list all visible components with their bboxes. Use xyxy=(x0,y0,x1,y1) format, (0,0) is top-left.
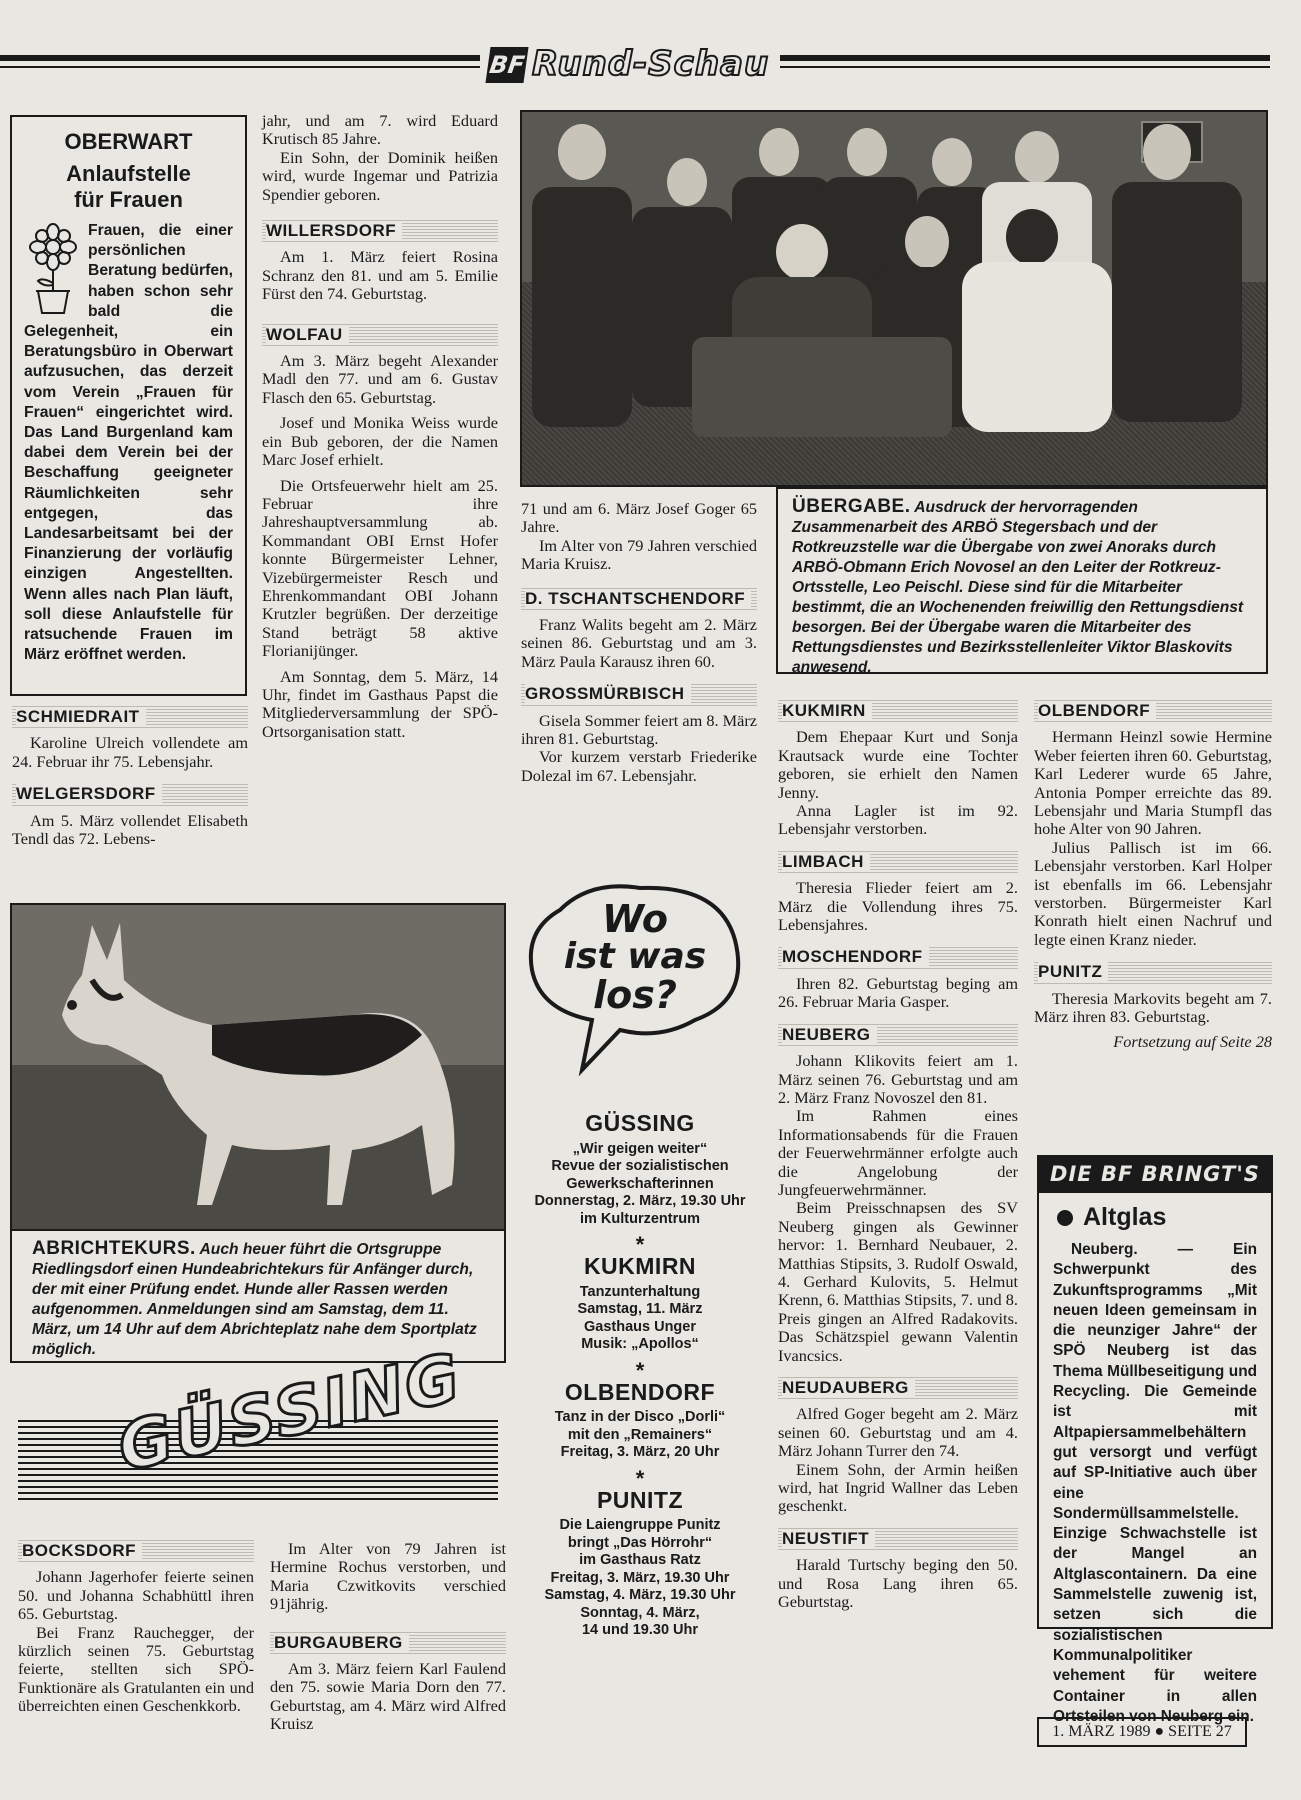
schmiedrait-text: Karoline Ulreich vollendete am 24. Februar ihr 75. Lebensjahr. xyxy=(12,733,248,771)
neudauberg-text-1: Alfred Goger begeht am 2. März seinen 60. Geburtstag und am 4. März Johann Turrer den 74. xyxy=(778,1404,1018,1461)
event-punitz-line-2: bringt „Das Hörrohr“ xyxy=(567,1534,713,1551)
column-5 xyxy=(1034,700,1272,1051)
section-head-schmiedrait: SCHMIEDRAIT xyxy=(12,706,248,728)
tschantschendorf-text: Franz Walits begeht am 2. März seinen 86. Geburtstag und am 3. März Paula Karausz ihren 60. xyxy=(521,615,757,671)
event-town-guessing: GÜSSING xyxy=(585,1110,695,1136)
section-head-neudauberg: NEUDAUBERG xyxy=(778,1377,1018,1399)
event-olbendorf-line-3: Freitag, 3. März, 20 Uhr xyxy=(560,1444,720,1460)
event-guessing-line-1: „Wir geigen weiter“ xyxy=(572,1140,708,1157)
bringts-banner: DIE BF BRINGT'S xyxy=(1037,1155,1273,1193)
event-punitz-line-3: im Gasthaus Ratz xyxy=(579,1552,701,1568)
kukmirn-text-2: Anna Lagler ist im 92. Lebensjahr verstorben. xyxy=(778,801,1018,839)
footer-date: 1. MÄRZ 1989 xyxy=(1052,1723,1151,1740)
col3-kruisz-text: Im Alter von 79 Jahren verschied Maria Kruisz. xyxy=(521,535,757,574)
event-punitz-line-5: Samstag, 4. März, 19.30 Uhr xyxy=(544,1587,736,1603)
event-separator-star: * xyxy=(635,1232,645,1257)
section-head-grossmuerbisch: GROSSMÜRBISCH xyxy=(521,683,757,705)
event-guessing-line-5: im Kulturzentrum xyxy=(579,1210,701,1227)
events-listing xyxy=(520,1110,760,1640)
section-head-olbendorf: OLBENDORF xyxy=(1034,700,1272,722)
abrichte-text: Auch heuer führt die Ortsgruppe Riedlingsdorf einen Hundeabrichtekurs für Anfänger durch, der mit einer Prüfung endet. Hunde aller Rassen werden aufgenommen. Anmeldungen sind am Samstag, dem 11. März, um 14 Uhr auf dem Abrichteplatz nahe dem Sportplatz möglich. xyxy=(32,1241,477,1358)
footer-separator: ● xyxy=(1154,1723,1165,1740)
bringts-title-row xyxy=(1057,1203,1257,1232)
section-head-punitz: PUNITZ xyxy=(1034,961,1272,983)
event-town-kukmirn: KUKMIRN xyxy=(583,1253,697,1279)
welgersdorf-text: Am 5. März vollendet Elisabeth Tendl das 72. Lebens- xyxy=(12,810,248,849)
event-punitz-line-7: 14 und 19.30 Uhr xyxy=(581,1622,699,1638)
col3-continued-text: 71 und am 6. März Josef Goger 65 Jahre. xyxy=(521,499,757,537)
column-3 xyxy=(521,500,757,785)
neuberg-text-2: Im Rahmen eines Informationsabends für die Frauen der Feuerwehrmänner erfolgte auch die Angelobung der Jungfeuerwehrmänner. xyxy=(778,1106,1018,1199)
event-kukmirn-line-2: Samstag, 11. März xyxy=(577,1301,703,1317)
event-guessing-line-3: Gewerkschafterinnen xyxy=(566,1175,714,1192)
bubble-line-3: los? xyxy=(593,973,677,1017)
masthead-title: Rund-Schau xyxy=(532,44,770,84)
bullet-icon xyxy=(1057,1210,1073,1226)
burgauberg-text: Am 3. März feiern Karl Faulend den 75. sowie Maria Dorn den 77. Geburtstag, am 4. März wird Alfred Kruisz xyxy=(270,1659,506,1734)
neudauberg-text-2: Einem Sohn, der Armin heißen wird, hat Ingrid Wallner das Leben geschenkt. xyxy=(778,1459,1018,1516)
page-footer xyxy=(1037,1717,1247,1747)
olbendorf-text-1: Hermann Heinzl sowie Hermine Weber feierten ihren 60. Geburtstag, Karl Lederer wurde 65 Jahre, Antonia Pomper erreichte das 89. Lebensjahr und Maria Stumpfl das hohe Alter von 90 Jahren. xyxy=(1034,727,1272,839)
bringts-box xyxy=(1037,1193,1273,1725)
event-kukmirn-line-3: Gasthaus Unger xyxy=(584,1318,696,1335)
moschendorf-text: Ihren 82. Geburtstag beging am 26. Februar Maria Gasper. xyxy=(778,973,1018,1012)
kukmirn-text-1: Dem Ehepaar Kurt und Sonja Krautsack wurde eine Tochter geboren, sie erhielt den Namen Jenny. xyxy=(778,727,1018,802)
bubble-text xyxy=(545,897,725,1017)
footer-page: SEITE 27 xyxy=(1168,1723,1232,1740)
event-olbendorf-line-1: Tanz in der Disco „Dorli“ xyxy=(554,1409,726,1425)
bringts-title: Altglas xyxy=(1083,1203,1167,1231)
oberwart-text: Frauen, die einer persönlichen Beratung bedürfen, haben schon sehr bald die Gelegenheit, ein Beratungsbüro in Oberwart aufzusuchen, das derzeit vom Verein „Frauen für Frauen“ eingerichtet wird. Das Land Burgenland kam dabei dem Verein bei der Beschaffung geeigneter Räumlichkeiten sehr entgegen, das Landesarbeitsamt bei der Finanzierung der vorläufig einzigen Angestellten. Wenn alles nach Plan läuft, soll diese Anlaufstelle für ratsuchende Frauen im März eröffnet werden. xyxy=(24,222,233,664)
flower-pot-icon xyxy=(24,221,82,317)
wolfau-text-1: Am 3. März begeht Alexander Madl den 77. und am 6. Gustav Flasch den 65. Geburtstag. xyxy=(262,351,498,407)
burgauberg-column xyxy=(270,1540,506,1734)
guessing-logo: GÜSSING xyxy=(111,1338,469,1487)
bocksdorf-column xyxy=(18,1540,254,1716)
uebergabe-lead: ÜBERGABE. xyxy=(792,496,911,517)
column-1 xyxy=(12,706,248,848)
section-head-burgauberg: BURGAUBERG xyxy=(270,1632,506,1654)
group-photo-figures xyxy=(522,112,1266,485)
event-punitz-line-4: Freitag, 3. März, 19.30 Uhr xyxy=(550,1569,730,1586)
neuberg-text-3: Beim Preisschnapsen des SV Neuberg gingen als Gewinner hervor: 1. Bernhard Neubauer, 2. Matthias Stipsits, 3. Rudolf Oswald, 4. Gerhard Kulovits, 5. Helmut Krenn, 6. Matthias Stipsits, 7. und 8. Preis gingen an Alfred Radakovits. Das Schätzspiel gewann Valentin Ivancsics. xyxy=(778,1198,1018,1365)
bubble-line-1: Wo xyxy=(602,897,668,941)
wolfau-text-4: Am Sonntag, dem 5. März, 14 Uhr, findet im Gasthaus Papst die Mitgliederversammlung der SPÖ-Ortsorganisation statt. xyxy=(262,666,498,741)
uebergabe-caption xyxy=(776,487,1268,674)
fortsetzung-note: Fortsetzung auf Seite 28 xyxy=(1113,1031,1272,1051)
column-2 xyxy=(262,112,498,741)
wolfau-text-3: Die Ortsfeuerwehr hielt am 25. Februar ihre Jahreshauptversammlung ab. Kommandant OBI Ernst Hofer konnte Bürgermeister Lehner, Vizebürgermeister Resch und Ehrenkommandant OBI Johann Krutzler begrüßen. Der derzeitige Stand beträgt 58 aktive Florianijünger. xyxy=(262,475,498,661)
event-punitz-line-6: Sonntag, 4. März, xyxy=(580,1604,700,1621)
masthead-rule-left-thin xyxy=(0,66,480,68)
section-head-moschendorf: MOSCHENDORF xyxy=(778,946,1018,968)
event-town-punitz: PUNITZ xyxy=(596,1486,684,1513)
dog-photo xyxy=(10,903,506,1231)
grossmuerbisch-text-1: Gisela Sommer feiert am 8. März ihren 81. Geburtstag. xyxy=(521,710,757,749)
neustift-text: Harald Turtschy beging den 50. und Rosa Lang ihren 65. Geburtstag. xyxy=(778,1555,1018,1612)
event-punitz-line-1: Die Laiengruppe Punitz xyxy=(559,1517,721,1533)
event-separator-star: * xyxy=(635,1357,645,1383)
wolfau-text-2: Josef und Monika Weiss wurde ein Bub geboren, der die Namen Marc Josef erhielt. xyxy=(262,413,498,470)
punitz-text: Theresia Markovits begeht am 7. März ihren 83. Geburtstag. xyxy=(1034,988,1272,1027)
abrichte-lead: ABRICHTEKURS. xyxy=(32,1238,196,1259)
group-photo xyxy=(520,110,1268,487)
event-guessing-line-2: Revue der sozialistischen xyxy=(551,1158,729,1174)
section-head-neuberg: NEUBERG xyxy=(778,1024,1018,1046)
section-head-limbach: LIMBACH xyxy=(778,851,1018,873)
bocksdorf-text-1: Johann Jagerhofer feierte seinen 50. und Johanna Schabhüttl ihren 65. Geburtstag. xyxy=(18,1567,254,1624)
grossmuerbisch-text-2: Vor kurzem verstarb Friederike Dolezal im 67. Lebensjahr. xyxy=(521,747,757,785)
willersdorf-text: Am 1. März feiert Rosina Schranz den 81. und am 5. Emilie Fürst den 74. Geburtstag. xyxy=(262,247,498,304)
uebergabe-text: Ausdruck der hervorragenden Zusammenarbeit des ARBÖ Stegersbach und der Rotkreuzstelle war die Übergabe von zwei Anoraks durch ARBÖ-Obmann Erich Novosel an den Leiter der Rotkreuz-Ortsstelle, Leo Peischl. Diese sind für die Mitarbeiter bestimmt, die an Wochenenden freiwillig den Rettungsdienst besorgen. Bei der Übergabe waren die Mitarbeiter des Rettungsdienstes und Bezirksstellenleiter Viktor Blaskovits anwesend. xyxy=(792,499,1244,676)
rochus-text: Im Alter von 79 Jahren ist Hermine Rochus verstorben, und Maria Czwitkovits verschied 91jährig. xyxy=(270,1539,506,1614)
masthead-rule-right-thin xyxy=(780,66,1270,68)
bocksdorf-text-2: Bei Franz Rauchegger, der kürzlich seinen 75. Geburtstag feierte, stellten sich SPÖ-Funktionäre als Gratulanten ein und überreichten einen Geschenkkorb. xyxy=(18,1622,254,1716)
event-town-olbendorf: OLBENDORF xyxy=(564,1378,716,1405)
bubble-line-2: ist was xyxy=(563,936,707,977)
section-head-wolfau: WOLFAU xyxy=(262,324,498,346)
event-kukmirn-line-4: Musik: „Apollos“ xyxy=(581,1336,699,1352)
section-head-willersdorf: WILLERSDORF xyxy=(262,220,498,242)
section-head-neustift: NEUSTIFT xyxy=(778,1528,1018,1550)
limbach-text: Theresia Flieder feiert am 2. März die Vollendung ihres 75. Lebensjahres. xyxy=(778,878,1018,935)
col2-continued-text: jahr, und am 7. wird Eduard Krutisch 85 Jahre. xyxy=(262,111,498,149)
oberwart-title-2: für Frauen xyxy=(74,187,183,212)
column-4 xyxy=(778,700,1018,1611)
masthead-rule-right xyxy=(780,55,1270,61)
section-head-kukmirn: KUKMIRN xyxy=(778,700,1018,722)
col2-spendier-text: Ein Sohn, der Dominik heißen wird, wurde Ingemar und Patrizia Spendier geboren. xyxy=(262,147,498,204)
section-head-welgersdorf: WELGERSDORF xyxy=(12,783,248,805)
oberwart-title-1: Anlaufstelle xyxy=(66,161,191,186)
dog-photo-figure xyxy=(12,905,504,1229)
event-olbendorf-line-2: mit den „Remainers“ xyxy=(567,1426,713,1443)
event-guessing-line-4: Donnerstag, 2. März, 19.30 Uhr xyxy=(534,1193,746,1209)
oberwart-box xyxy=(10,115,247,696)
section-head-tschantschendorf: D. TSCHANTSCHENDORF xyxy=(521,588,757,610)
olbendorf-text-2: Julius Pallisch ist im 66. Lebensjahr verstorben. Karl Holper ist ebenfalls im 66. Lebensjahr verstorben. Bürgermeister Karl Konrath hielt einen Nachruf und legte einen Kranz nieder. xyxy=(1034,837,1272,949)
masthead-logo: BF xyxy=(485,47,528,83)
masthead-rule-left xyxy=(0,55,480,61)
neuberg-text-1: Johann Klikovits feiert am 1. März seinen 76. Geburtstag und am 2. März Franz Novoszel den 81. xyxy=(778,1051,1018,1107)
event-separator-star: * xyxy=(635,1465,645,1491)
oberwart-town: OBERWART xyxy=(64,129,193,154)
section-head-bocksdorf: BOCKSDORF xyxy=(18,1540,254,1562)
event-kukmirn-line-1: Tanzunterhaltung xyxy=(579,1283,701,1300)
bringts-text: Neuberg. — Ein Schwerpunkt des Zukunftsprogramms „Mit neuen Ideen gemeinsam in die neunziger Jahre“ der SPÖ Neuberg ist das Thema Müllbeseitigung und Recycling. Die Gemeinde ist mit Altpapiersammelbehältern gut versorgt und verfügt auf SP-Initiative auch über eine Sondermüllsammelstelle. Einzige Schwachstelle ist der Mangel an Altglascontainern. Da eine Sammelstelle zuwenig ist, setzen sich die sozialistischen Kommunalpolitiker vehement für weitere Container in allen Ortsteilen von Neuberg ein. xyxy=(1053,1241,1257,1725)
